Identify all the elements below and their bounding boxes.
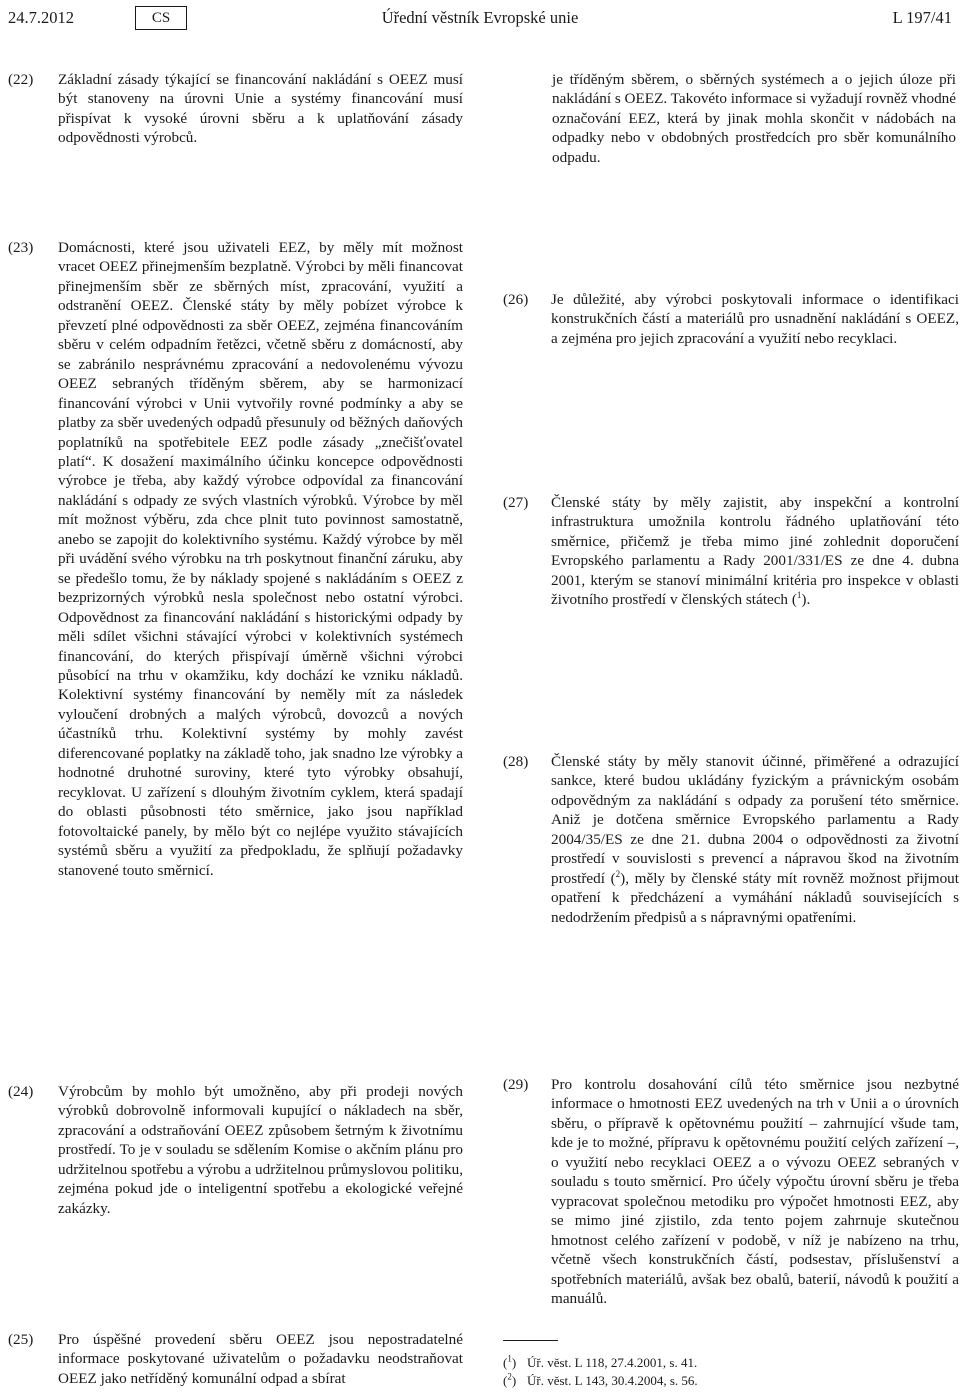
recital-29	[503, 1075, 959, 1335]
recital-23	[8, 238, 468, 998]
journal-title: Úřední věstník Evropské unie	[381, 8, 579, 27]
recital-text: Výrobcům by mohlo být umožněno, aby při prodeji nových výrobků dobrovolně informovali kupující o nákladech na sběr, zpracování a odstraňování OEEZ způsobem šetrným k životnímu prostředí. To je v souladu se sdělením Komise o akčním plánu pro udržitelnou spotřebu a výrobu a udržitelnou průmyslovou politiku, zejména pokud jde o inteligentní spotřebu a ekologické veřejné zakázky.	[58, 1083, 463, 1217]
recital-25	[8, 1330, 468, 1392]
footnote-ref[interactable]: 1	[796, 590, 802, 601]
recital-22	[8, 70, 468, 150]
recital-number: (26)	[503, 291, 529, 308]
recital-text: Členské státy by měly stanovit účinné, přiměřené a odrazující sankce, které budou ukládány fyzickým a právnickým osobám odpovědným za nakládání s odpady za porušení této směrnice. Aniž je dotčena směrnice Evropského parlamentu a Rady 2004/35/ES ze dne 21. dubna 2004 o odpovědnosti za životní prostředí v souvislosti s prevencí a nápravou škod na životním prostředí ($^2$), měly by členské státy mít rovněž možnost přijmout opatření k předcházení a vymáhání nákladů souvisejících s nedodržením předpisů a s nápravnými opatřeními.	[551, 753, 959, 926]
recital-27	[503, 493, 959, 633]
page-header	[0, 6, 960, 34]
recital-number: (25)	[8, 1331, 34, 1348]
recital-number: (29)	[503, 1076, 529, 1093]
page-number: L 197/41	[892, 8, 952, 27]
language-badge: CS	[135, 6, 187, 30]
recital-text-part-a: Členské státy by měly stanovit účinné, přiměřené a odrazující sankce, které budou ukládány fyzickým a právnickým osobám odpovědným za nakládání s odpady za porušení této směrnice. Aniž je dotčena směrnice Evropského parlamentu a Rady 2004/35/ES ze dne 21. dubna 2004 o odpovědnosti za životní prostředí v souvislosti s prevencí a nápravou škod na životním prostředí	[551, 753, 959, 887]
footnote-ref[interactable]: 2	[615, 868, 621, 879]
recital-number: (23)	[8, 239, 34, 256]
footnote-marker: 2	[507, 1371, 512, 1382]
recital-number: (22)	[8, 71, 34, 88]
recital-24	[8, 1082, 468, 1252]
recital-text-part-b: , měly by členské státy mít rovněž možnost přijmout opatření k předcházení a vymáhání nákladů souvisejících s nedodržením předpisů a s nápravnými opatřeními.	[551, 869, 959, 926]
recital-text: Je důležité, aby výrobci poskytovali informace o identifikaci konstrukčních částí a materiálů pro usnadnění nakládání s OEEZ, a zejména pro jejich zpracování a využití nebo recyklaci.	[551, 291, 959, 347]
recital-number: (27)	[503, 494, 529, 511]
recital-text: Členské státy by měly zajistit, aby inspekční a kontrolní infrastruktura umožnila kontrolu řádného uplatňování této směrnice, přičemž je třeba mimo jiné zohlednit doporučení Evropského parlamentu a Rady 2001/331/ES ze dne 4. dubna 2001, kterým se stanoví minimální kritéria pro inspekce v oblasti životního prostředí v členských státech ($^1$).	[551, 494, 959, 609]
recital-26	[503, 290, 959, 370]
recital-text: Základní zásady týkající se financování nakládání s OEEZ musí být stanoveny na úrovni Unie a systémy financování musí přispívat k vysoké úrovni sběru a k uplatňování zásady odpovědnosti výrobců.	[58, 71, 463, 147]
recital-text: Pro úspěšné provedení sběru OEEZ jsou nepostradatelné informace poskytované uživatelům o požadavku neodstraňovat OEEZ jako netříděný komunální odpad a sbírat	[58, 1331, 463, 1387]
footnote-text: Úř. věst. L 118, 27.4.2001, s. 41.	[527, 1355, 698, 1370]
footnote-marker: 1	[507, 1353, 512, 1364]
recital-28	[503, 752, 959, 952]
footnote-divider	[503, 1340, 558, 1341]
footnote-2: ($^2$) Úř. věst. L 143, 30.4.2004, s. 56.	[503, 1371, 698, 1388]
recital-25-continuation: je tříděným sběrem, o sběrných systémech a o jejich úloze při nakládání s OEEZ. Takovéto informace si vyžadují rovněž vhodné označování EEZ, která by jinak mohla skončit v nádobách na odpadky nebo v obdobných prostředcích pro sběr komunálního odpadu.	[552, 71, 956, 166]
header-date: 24.7.2012	[8, 8, 74, 27]
recital-text-body: Členské státy by měly zajistit, aby inspekční a kontrolní infrastruktura umožnila kontrolu řádného uplatňování této směrnice, přičemž je třeba mimo jiné zohlednit doporučení Evropského parlamentu a Rady 2001/331/ES ze dne 4. dubna 2001, kterým se stanoví minimální kritéria pro inspekce v oblasti životního prostředí v členských státech	[551, 494, 959, 609]
footnote-1: ($^1$) Úř. věst. L 118, 27.4.2001, s. 41.	[503, 1353, 698, 1370]
recital-number: (24)	[8, 1083, 34, 1100]
recital-text: Pro kontrolu dosahování cílů této směrnice jsou nezbytné informace o hmotnosti EEZ uvedených na trh v Unii a o úrovních sběru, o přípravě k opětovnému použití – zahrnující všude tam, kde je to možné, přípravu k opětovnému použití celých zařízení –, o využití nebo recyklaci OEEZ a o vývozu OEEZ sebraných v souladu s touto směrnicí. Pro účely výpočtu úrovní sběru je třeba vypracovat společnou metodiku pro výpočet hmotnosti EEZ, aby se mimo jiné zjistilo, zda tento pojem zahrnuje skutečnou hmotnost celého zařízení v podobě, v níž je nabízeno na trhu, včetně všech konstrukčních částí, podsestav, příslušenství a spotřebních materiálů, avšak bez obalů, baterií, návodů k použití a manuálů.	[551, 1076, 959, 1307]
recital-text: Domácnosti, které jsou uživateli EEZ, by měly mít možnost vracet OEEZ přinejmenším bezplatně. Výrobci by měli financovat přinejmenším sběr ze sběrných míst, zpracování, využití a odstranění OEEZ. Členské státy by měly pobízet výrobce k převzetí plné odpovědnosti za sběr OEEZ, zejména financováním sběru v celém odpadním řetězci, včetně sběru z domácností, aby se zabránilo nesprávnému zpracování a nedovolenému vývozu OEEZ sebraných tříděným sběrem, aby se harmonizací financování výrobci v Unii vytvořily rovné podmínky a aby se platby za sběr uvedených odpadů přesunuly od běžných daňových poplatníků na spotřebitele EEZ podle zásady „znečišťovatel platí“. K dosažení maximálního účinku koncepce odpovědnosti výrobce je třeba, aby každý výrobce odpovídal za financování nakládání s odpady ze svých vlastních výrobků. Výrobce by měl mít možnost výběru, zda chce plnit tuto povinnost samostatně, anebo se zapojit do kolektivního systému. Každý výrobce by měl při uvádění svého výrobku na trh poskytnout finanční záruku, aby se předešlo tomu, že by náklady spojené s nakládáním s OEEZ z bezprizorných výrobků nesla společnost nebo ostatní výrobci. Odpovědnost za financování nakládání s historickými odpady by měli sdílet všichni stávající výrobci v kolektivních systémech financování, do kterých přispívají úměrně všichni výrobci působící na trhu v okamžiku, kdy dochází ke vzniku nákladů. Kolektivní systémy financování by neměly mít za následek vyloučení drobných a malých výrobců, dovozců a nových účastníků trhu. Kolektivní systémy by mohly zavést diferencované poplatky na základě toho, jak snadno lze výrobky a hodnotné druhotné suroviny, které tyto výrobky obsahují, recyklovat. U zařízení s dlouhým životním cyklem, která spadají do oblasti působnosti této směrnice, jako jsou například fotovoltaické panely, by mělo být co nejlépe využito stávajících systémů sběru a využití za předpokladu, že splňují požadavky stanovené touto směrnicí.	[58, 239, 463, 879]
footnote-text: Úř. věst. L 143, 30.4.2004, s. 56.	[527, 1373, 698, 1388]
recital-number: (28)	[503, 753, 529, 770]
